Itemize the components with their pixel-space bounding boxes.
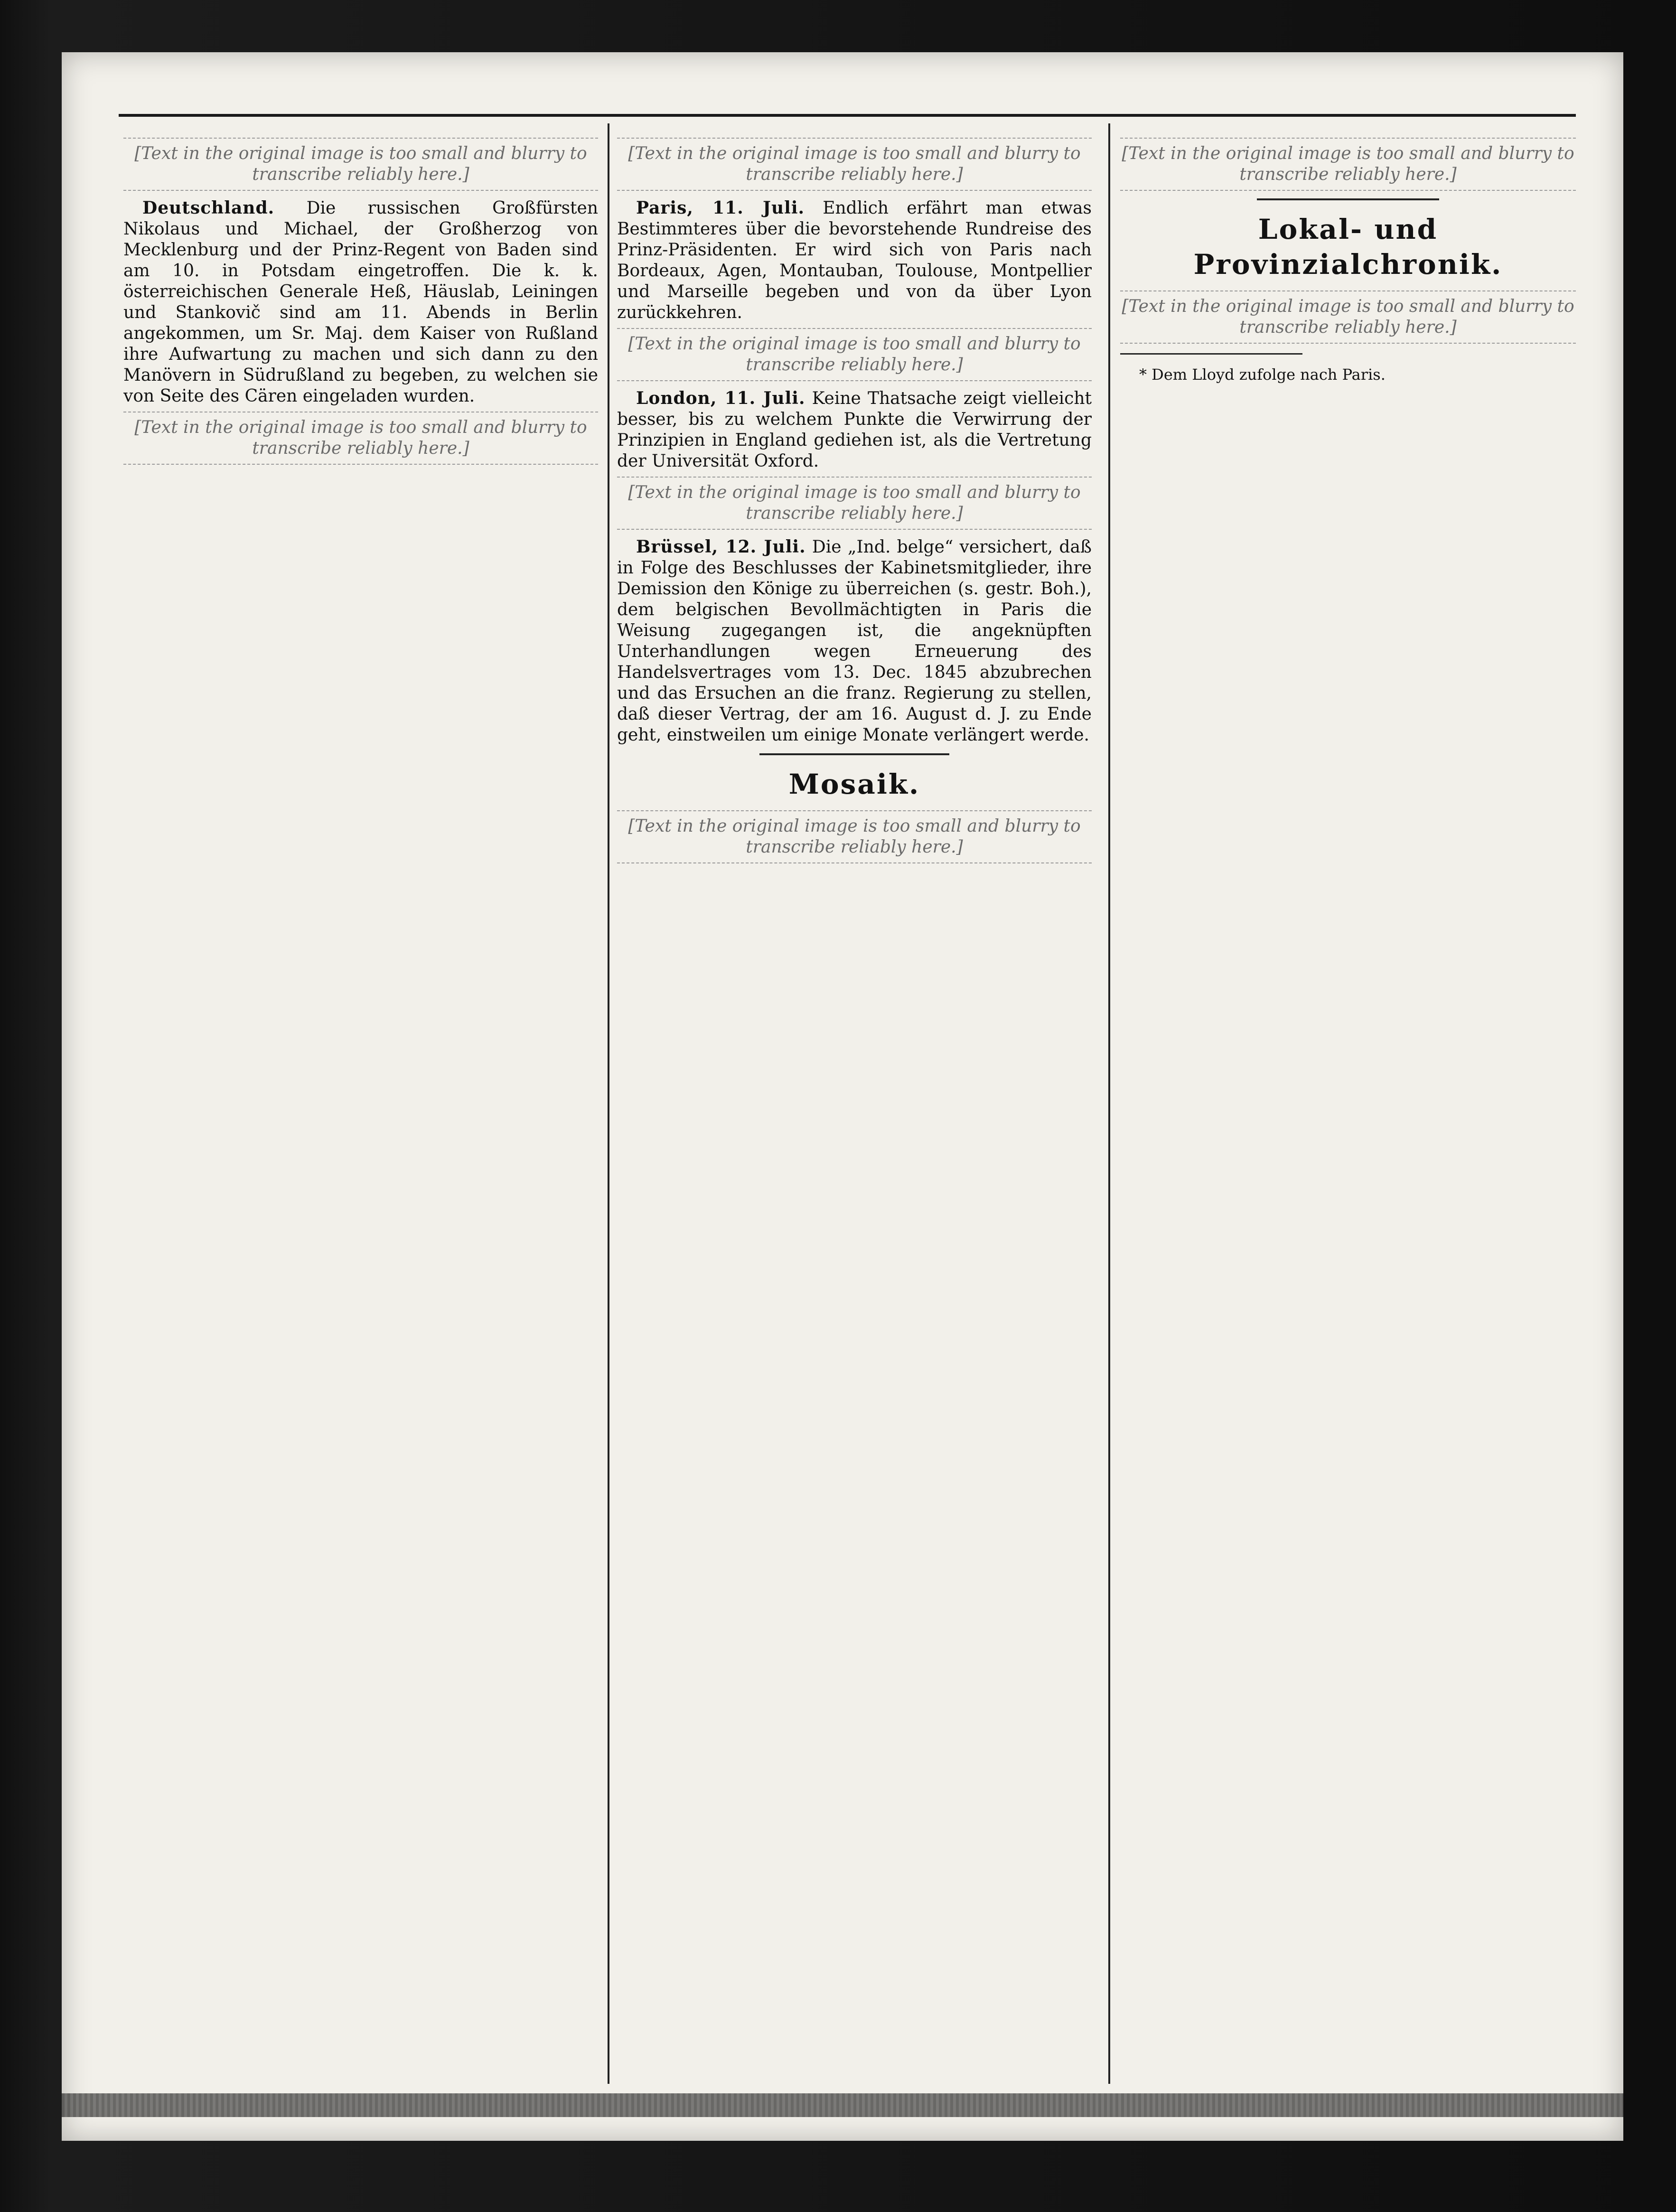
section-divider <box>759 753 949 755</box>
article-text: Die „Ind. belge“ versichert, daß in Folge des Beschlusses der Kabinetsmitglieder, ihre Demission den Könige zu überreichen (s. gestr. Boh.), dem belgischen Bevollmächtigten in Paris die Weisung zugegangen ist, die angeknüpften Unterhandlungen wegen Erneuerung des Handelsvertrages vom 13. Dec. 1845 abzubrechen und das Ersuchen an die franz. Regierung zu stellen, daß dieser Vertrag, der am 16. August d. J. zu Ende geht, einstweilen um einige Monate verlängert werde. <box>617 537 1092 745</box>
omitted-notice: [Text in the original image is too small and blurry to transcribe reliably here.] <box>617 810 1092 863</box>
dateline: Paris, 11. Juli. <box>636 198 805 218</box>
omitted-notice: [Text in the original image is too small and blurry to transcribe reliably here.] <box>123 412 598 465</box>
dateline: Deutschland. <box>142 198 275 218</box>
omitted-notice: [Text in the original image is too small and blurry to transcribe reliably here.] <box>617 477 1092 530</box>
article-bruessel <box>617 536 1092 746</box>
footnote-rule <box>1120 353 1302 355</box>
omitted-notice: [Text in the original image is too small and blurry to transcribe reliably here.] <box>123 138 598 191</box>
omitted-notice: [Text in the original image is too small and blurry to transcribe reliably here.] <box>1120 138 1576 191</box>
omitted-notice: [Text in the original image is too small and blurry to transcribe reliably here.] <box>1120 291 1576 344</box>
top-rule <box>119 114 1576 117</box>
article-text: Die russischen Großfürsten Nikolaus und Michael, der Großherzog von Mecklenburg und der Prinz-Regent von Baden sind am 10. in Potsdam eingetroffen. Die k. k. österreichischen Generale Heß, Häuslab, Leiningen und Stankovič sind am 11. Abends in Berlin angekommen, um Sr. Maj. dem Kaiser von Rußland ihre Aufwartung zu machen und sich dann zu den Manövern in Südrußland zu begeben, zu welchen sie von Seite des Cären eingeladen wurden. <box>123 198 598 406</box>
column-rule-2 <box>1108 123 1110 2084</box>
column-middle <box>617 133 1092 2084</box>
article-text: Endlich erfährt man etwas Bestimmteres über die bevorstehende Rundreise des Prinz-Präsidenten. Er wird sich von Paris nach Bordeaux, Agen, Montauban, Toulouse, Montpellier und Marseille begeben und von da über Lyon zurückkehren. <box>617 198 1092 322</box>
omitted-notice: [Text in the original image is too small and blurry to transcribe reliably here.] <box>617 328 1092 381</box>
dateline: London, 11. Juli. <box>636 388 805 408</box>
article-text: Keine Thatsache zeigt vielleicht besser, bis zu welchem Punkte die Verwirrung der Prinzipien in England gediehen ist, als die Vertretung der Universität Oxford. <box>617 389 1092 471</box>
film-edge <box>62 2093 1623 2117</box>
article-london <box>617 388 1092 472</box>
footnote: * Dem Lloyd zufolge nach Paris. <box>1139 366 1386 384</box>
dateline: Brüssel, 12. Juli. <box>636 537 806 557</box>
column-rule-1 <box>608 123 609 2084</box>
article-paris <box>617 197 1092 323</box>
section-heading-mosaik: Mosaik. <box>788 768 920 800</box>
article-deutschland <box>123 197 598 407</box>
section-divider <box>1257 198 1439 200</box>
column-left <box>123 133 598 2084</box>
section-heading-lokalchronik: Lokal- und Provinzialchronik. <box>1193 213 1503 281</box>
newspaper-page <box>62 52 1623 2141</box>
column-right <box>1120 133 1576 2084</box>
omitted-notice: [Text in the original image is too small and blurry to transcribe reliably here.] <box>617 138 1092 191</box>
